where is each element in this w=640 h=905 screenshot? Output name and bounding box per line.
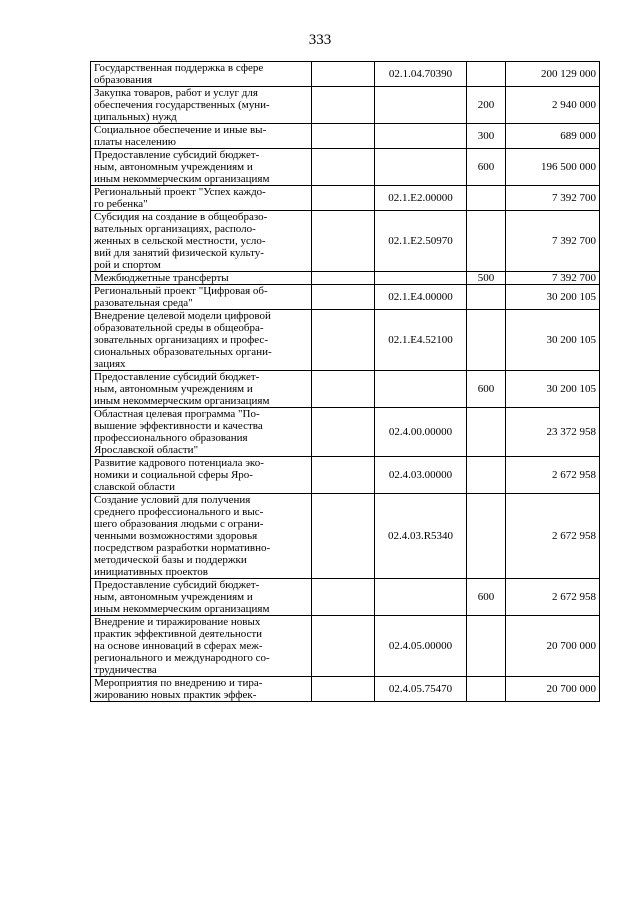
blank-cell [312,579,375,616]
blank-cell [312,310,375,371]
item-name-cell: Предоставление субсидий бюджет- ным, автономным учреждениям и иным некоммерческим организациям [91,149,312,186]
expense-type-cell [467,62,506,87]
expense-type-cell: 200 [467,87,506,124]
item-name-cell: Предоставление субсидий бюджет- ным, автономным учреждениям и иным некоммерческим организациям [91,371,312,408]
table-row [91,285,600,310]
amount-cell: 30 200 105 [506,310,600,371]
target-code-cell: 02.1.E2.50970 [375,211,467,272]
table-row [91,310,600,371]
item-name-cell: Субсидия на создание в общеобразо- вательных организациях, располо- женных в сельской местности, усло- вий для занятий физической культу- рой и спортом [91,211,312,272]
expense-type-cell: 600 [467,371,506,408]
item-name-cell: Создание условий для получения среднего профессионального и выс- шего образования людьми с ограни- ченными возможностями здоровья посредством разработки нормативно- методической базы и поддержки инициативных проектов [91,494,312,579]
amount-cell: 196 500 000 [506,149,600,186]
table-row [91,677,600,702]
page-number: 333 [308,32,332,48]
amount-cell: 20 700 000 [506,677,600,702]
expense-type-cell [467,494,506,579]
blank-cell [312,494,375,579]
amount-cell: 20 700 000 [506,616,600,677]
target-code-cell [375,124,467,149]
table-row [91,211,600,272]
blank-cell [312,211,375,272]
expense-type-cell [467,677,506,702]
expense-type-cell [467,408,506,457]
blank-cell [312,677,375,702]
target-code-cell: 02.4.05.00000 [375,616,467,677]
table-row [91,62,600,87]
target-code-cell: 02.4.00.00000 [375,408,467,457]
table-row [91,272,600,285]
item-name-cell: Внедрение и тиражирование новых практик эффективной деятельности на основе инноваций в сферах меж- регионального и международного со- трудничества [91,616,312,677]
amount-cell: 689 000 [506,124,600,149]
blank-cell [312,272,375,285]
table-row [91,149,600,186]
item-name-cell: Развитие кадрового потенциала эко- номики и социальной сферы Яро- славской области [91,457,312,494]
amount-cell: 7 392 700 [506,272,600,285]
target-code-cell: 02.1.E4.00000 [375,285,467,310]
expense-type-cell [467,616,506,677]
blank-cell [312,62,375,87]
expense-type-cell [467,310,506,371]
target-code-cell: 02.1.E4.52100 [375,310,467,371]
amount-cell: 200 129 000 [506,62,600,87]
item-name-cell: Государственная поддержка в сфере образования [91,62,312,87]
table-row [91,371,600,408]
table-row [91,87,600,124]
amount-cell: 23 372 958 [506,408,600,457]
amount-cell: 7 392 700 [506,211,600,272]
item-name-cell: Региональный проект "Успех каждо- го ребенка" [91,186,312,211]
item-name-cell: Внедрение целевой модели цифровой образовательной среды в общеобра- зовательных организациях и профес- сиональных образовательных органи- зациях [91,310,312,371]
item-name-cell: Закупка товаров, работ и услуг для обеспечения государственных (муни- ципальных) нужд [91,87,312,124]
blank-cell [312,408,375,457]
budget-table [90,61,600,702]
item-name-cell: Социальное обеспечение и иные вы- платы населению [91,124,312,149]
target-code-cell: 02.1.E2.00000 [375,186,467,211]
target-code-cell [375,272,467,285]
expense-type-cell [467,285,506,310]
amount-cell: 30 200 105 [506,285,600,310]
blank-cell [312,371,375,408]
target-code-cell: 02.4.03.00000 [375,457,467,494]
table-row [91,616,600,677]
expense-type-cell: 500 [467,272,506,285]
target-code-cell [375,371,467,408]
item-name-cell: Межбюджетные трансферты [91,272,312,285]
target-code-cell: 02.4.03.R5340 [375,494,467,579]
blank-cell [312,186,375,211]
table-row [91,124,600,149]
blank-cell [312,87,375,124]
table-row [91,408,600,457]
target-code-cell: 02.1.04.70390 [375,62,467,87]
table-row [91,494,600,579]
blank-cell [312,457,375,494]
target-code-cell: 02.4.05.75470 [375,677,467,702]
amount-cell: 30 200 105 [506,371,600,408]
table-row [91,186,600,211]
blank-cell [312,149,375,186]
table-row [91,579,600,616]
amount-cell: 2 672 958 [506,494,600,579]
expense-type-cell: 600 [467,579,506,616]
blank-cell [312,124,375,149]
expense-type-cell [467,186,506,211]
expense-type-cell [467,211,506,272]
budget-table-body [91,62,600,702]
expense-type-cell: 300 [467,124,506,149]
amount-cell: 2 672 958 [506,457,600,494]
item-name-cell: Областная целевая программа "По- вышение эффективности и качества профессионального образования Ярославской области" [91,408,312,457]
blank-cell [312,616,375,677]
item-name-cell: Мероприятия по внедрению и тира- жированию новых практик эффек- [91,677,312,702]
blank-cell [312,285,375,310]
amount-cell: 7 392 700 [506,186,600,211]
target-code-cell [375,149,467,186]
item-name-cell: Региональный проект "Цифровая об- разовательная среда" [91,285,312,310]
amount-cell: 2 940 000 [506,87,600,124]
expense-type-cell [467,457,506,494]
target-code-cell [375,87,467,124]
item-name-cell: Предоставление субсидий бюджет- ным, автономным учреждениям и иным некоммерческим организациям [91,579,312,616]
target-code-cell [375,579,467,616]
expense-type-cell: 600 [467,149,506,186]
table-row [91,457,600,494]
amount-cell: 2 672 958 [506,579,600,616]
